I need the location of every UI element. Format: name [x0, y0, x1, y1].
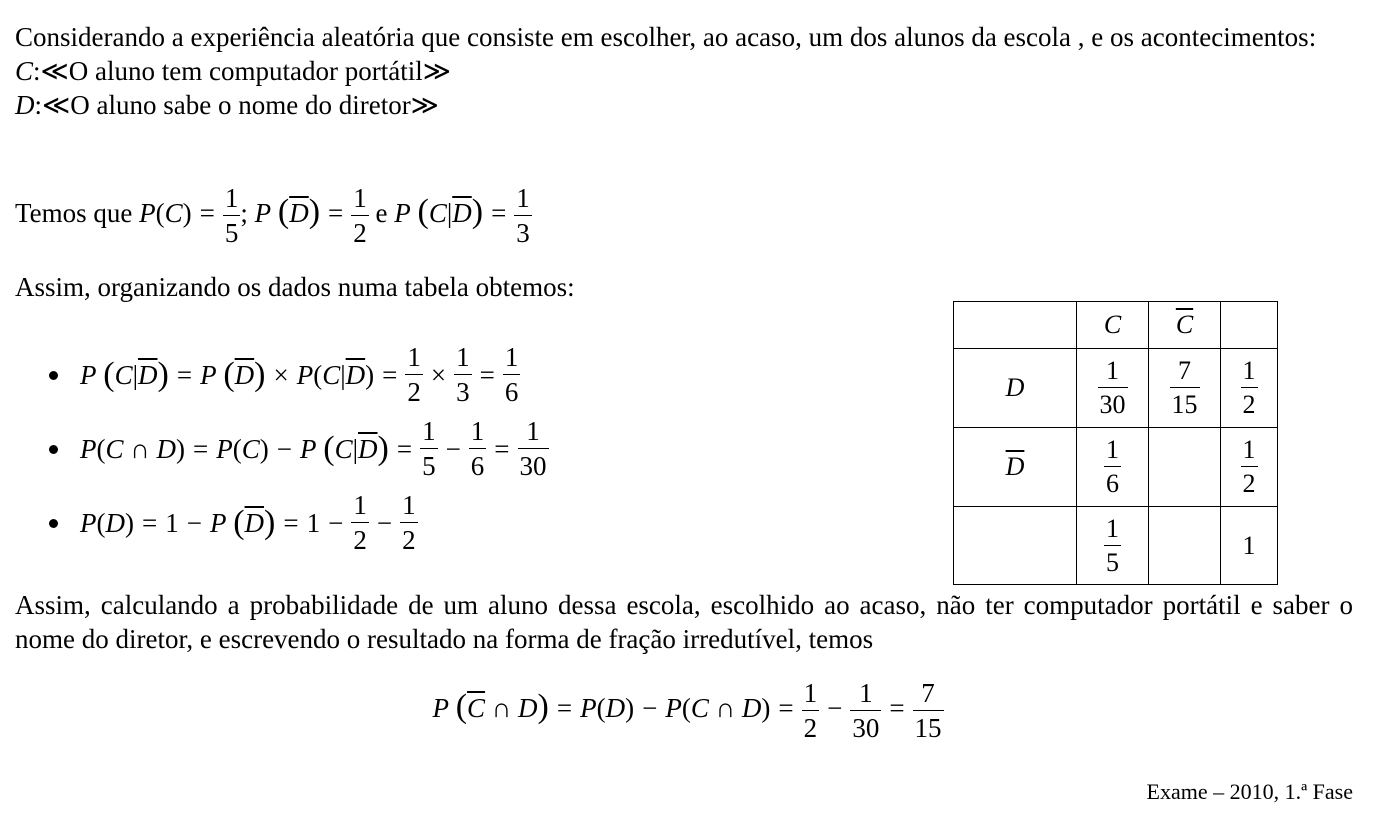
frac-pc — [223, 185, 241, 247]
source-citation: Exame – 2010, 1.ª Fase — [1146, 779, 1353, 804]
frac-b3-1 — [400, 492, 418, 554]
table-cell: 1 — [1221, 507, 1278, 585]
fraction-denominator: 2 — [1242, 390, 1256, 419]
table-header-c-bar: $\overline{C}$ — [1149, 302, 1221, 349]
given-probabilities: Temos que P(C) = $\frac{1}{5}$ ; P $(\overline{D})$ = $\frac{1}{2}$ e P $(C|\overline{D})$ = $\frac{1}{3}$ — [15, 183, 530, 248]
fraction-numerator: 1 — [1098, 358, 1128, 388]
frac-cell — [1104, 513, 1121, 577]
table-corner-cell — [954, 302, 1077, 349]
bullet-p-d: P ( D ) = 1 − P ( $\overline{D}$ ) = 1 − $\frac{1}{2}$ − $\frac{1}{2}$ — [44, 486, 549, 560]
fraction-numerator: 1 — [1241, 437, 1258, 467]
fraction-numerator: 1 — [514, 185, 532, 216]
frac-cell — [1098, 358, 1128, 418]
fraction-numerator: 1 — [351, 185, 369, 216]
fraction-denominator: 3 — [516, 218, 530, 248]
bullet-list — [44, 338, 549, 560]
table-cell — [1077, 428, 1149, 507]
fraction-denominator: 6 — [470, 451, 485, 481]
table-row-label-d: D — [954, 349, 1077, 428]
intro-paragraph: Considerando a experiência aleatória que consiste em escolher, ao acaso, um dos alunos da escola , e os acontecimentos: — [15, 22, 1317, 52]
fraction-numerator: 1 — [469, 418, 487, 449]
event-d-definition — [15, 88, 1353, 122]
table-header-c: C — [1077, 302, 1149, 349]
table-cell-empty — [1149, 507, 1221, 585]
fraction-numerator: 1 — [518, 418, 549, 449]
frac-cell — [1241, 437, 1258, 497]
fraction-denominator: 15 — [914, 713, 942, 743]
frac-b2-2 — [518, 418, 549, 480]
table-cell — [1221, 349, 1278, 428]
final-equation: P ($\overline{C}$ ∩ D) = P(D) − P(C ∩ D) = $\frac{1}{2}$ − $\frac{1}{30}$ = $\frac{7}{15}$ — [432, 678, 942, 743]
fraction-denominator: 2 — [353, 218, 367, 248]
fraction-numerator: 7 — [1170, 358, 1200, 388]
bullet-dot — [49, 445, 58, 454]
frac-cell — [1104, 437, 1121, 497]
table-cell — [1149, 349, 1221, 428]
frac-final-1 — [850, 680, 881, 742]
given-joiner: e — [375, 198, 388, 229]
table-header-total — [1221, 302, 1278, 349]
event-c-definition — [15, 54, 1353, 88]
fraction-denominator: 2 — [407, 377, 421, 407]
frac-b2-1 — [469, 418, 487, 480]
given-lead: Temos que — [15, 198, 133, 229]
frac-cell — [1170, 358, 1200, 418]
table-row-d-bar — [954, 428, 1278, 507]
fraction-numerator: 1 — [223, 185, 241, 216]
frac-pdbar — [351, 185, 369, 247]
fraction-denominator: 5 — [422, 451, 436, 481]
fraction-denominator: 6 — [1106, 469, 1119, 498]
fraction-denominator: 30 — [519, 451, 547, 481]
bullet-p-c-given-dbar: P ( C | $\overline{D}$ ) = P ( $\overline{D}$ ) × P ( C | $\overline{D}$ ) = $\frac{1}{2}$ × $\frac{1}{3}$ = $\frac{1}{6}$ — [44, 338, 549, 412]
table-cell — [1221, 428, 1278, 507]
fraction-numerator: 1 — [850, 680, 881, 711]
event-c-description: :≪O aluno tem computador portátil≫ — [33, 56, 451, 86]
table-row-d — [954, 349, 1278, 428]
fraction-numerator: 1 — [1104, 437, 1121, 467]
event-d-symbol: D — [15, 90, 35, 120]
frac-pc-given-dbar — [514, 185, 532, 247]
conclusion-paragraph: Assim, calculando a probabilidade de um aluno dessa escola, escolhido ao acaso, não ter computador portátil e saber o nome do diretor, e escrevendo o resultado na forma de fração irredutível, temos — [15, 590, 1353, 654]
fraction-denominator: 2 — [803, 713, 818, 743]
frac-b1-1 — [454, 344, 472, 406]
table-header-row — [954, 302, 1278, 349]
fraction-numerator: 1 — [802, 680, 820, 711]
table-cell-empty — [1149, 428, 1221, 507]
fraction-denominator: 2 — [1242, 469, 1256, 498]
event-c-symbol: C — [15, 56, 34, 86]
fraction-numerator: 1 — [351, 492, 369, 523]
fraction-denominator: 5 — [1106, 547, 1119, 577]
frac-b3-0 — [351, 492, 369, 554]
bullet-p-c-and-d: P ( C ∩ D ) = P ( C ) − P ( C | $\overline{D}$ ) = $\frac{1}{5}$ − $\frac{1}{6}$ = $\frac{1}{30}$ — [44, 412, 549, 486]
document-body — [15, 20, 1353, 122]
fraction-denominator: 2 — [402, 525, 416, 555]
frac-final-2 — [913, 680, 944, 742]
fraction-denominator: 6 — [504, 377, 519, 407]
fraction-numerator: 1 — [1241, 358, 1258, 388]
fraction-denominator: 15 — [1171, 390, 1198, 419]
table-row-label-total — [954, 507, 1077, 585]
table-row-total — [954, 507, 1278, 585]
table-cell — [1077, 349, 1149, 428]
fraction-numerator: 1 — [503, 344, 521, 375]
frac-cell — [1241, 358, 1258, 418]
bullet-dot — [49, 519, 58, 528]
fraction-numerator: 1 — [400, 492, 418, 523]
table-cell — [1077, 507, 1149, 585]
fraction-numerator: 7 — [913, 680, 944, 711]
table-intro: Assim, organizando os dados numa tabela obtemos: — [15, 272, 575, 302]
frac-b1-0 — [405, 344, 423, 406]
table-row-label-d-bar: $\overline{D}$ — [954, 428, 1077, 507]
fraction-numerator: 1 — [1104, 516, 1121, 546]
event-d-description: :≪O aluno sabe o nome do diretor≫ — [34, 90, 439, 120]
frac-b2-0 — [420, 418, 438, 480]
bullet-dot — [49, 371, 58, 380]
fraction-numerator: 1 — [420, 418, 438, 449]
fraction-denominator: 2 — [353, 525, 367, 555]
fraction-denominator: 5 — [224, 218, 239, 248]
probability-table — [953, 301, 1278, 585]
frac-b1-2 — [503, 344, 521, 406]
fraction-denominator: 3 — [456, 377, 470, 407]
fraction-numerator: 1 — [405, 344, 423, 375]
fraction-denominator: 30 — [1099, 390, 1126, 419]
fraction-denominator: 30 — [852, 713, 880, 743]
fraction-numerator: 1 — [454, 344, 472, 375]
frac-final-0 — [802, 680, 820, 742]
